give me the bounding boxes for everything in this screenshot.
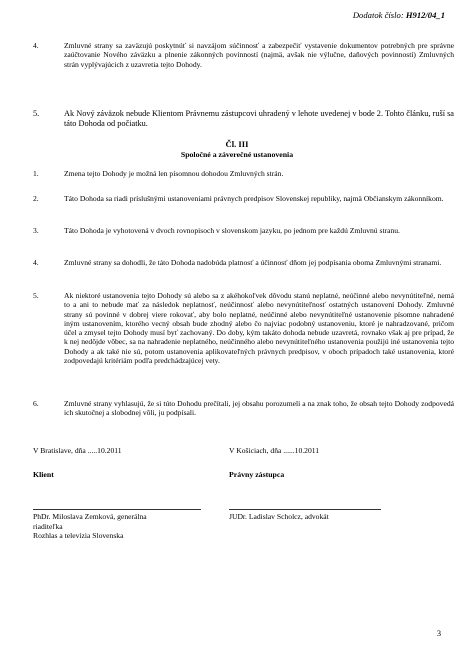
article-title: Čl. III: [225, 139, 249, 149]
clause-text: Zmluvné strany sa zaväzujú poskytnúť si navzájom súčinnosť a zabezpečiť vystavenie dokumentov potrebných pre správne zaúčtovanie Nového záväzku a plnenie zákonných povinností (najmä, avšak nie výlučne, daňových povinností) Zmluvných strán vyplývajúcich z uzavretia tejto Dohody.: [64, 41, 454, 69]
clause-number: 4.: [33, 258, 39, 267]
clause-number: 4.: [33, 41, 39, 50]
clause-text: Táto Dohoda sa riadi príslušnými ustanoveniami právnych predpisov Slovenskej republiky, najmä Občianskym zákonníkom.: [64, 194, 444, 203]
left-party-label: Klient: [33, 470, 54, 479]
document-number-value: H912/04_1: [405, 10, 445, 20]
clause-number: 2.: [33, 194, 39, 203]
document-number-header: [353, 10, 445, 20]
right-signature-line: [229, 509, 381, 510]
right-signatory: [229, 512, 329, 522]
clause-text: Ak Nový záväzok nebude Klientom Právnemu zástupcovi uhradený v lehote uvedenej v bode 2. Tohto článku, ruší sa táto Dohoda od počiatku.: [64, 109, 454, 129]
clause-text: Zmluvné strany sa dohodli, že táto Dohoda nadobúda platnosť a účinnosť dňom jej podpísania oboma Zmluvnými stranami.: [64, 258, 442, 267]
document-number-label: Dodatok číslo:: [352, 10, 404, 20]
left-signatory-line-2: riaditeľka: [33, 521, 63, 531]
clause-text: Ak niektoré ustanovenia tejto Dohody sú alebo sa z akéhokoľvek dôvodu stanú neplatné, neúčinné alebo nevynútiteľné, nemá to a ani to nebude mať za následok neplatnosť, neúčinnosť alebo nevynútiteľnosť ostatných ustanovení Dohody. Zmluvné strany sú povinné v dobrej viere rokovať, aby bolo neplatné, neúčinné alebo nevynútiteľné ustanovenie písomne nahradené iným ustanovením, ktorého vecný obsah bude zhodný alebo čo najviac podobný ustanoveniu, ktoré je nahradzované, pričom účel a zmysel tejto Dohody musí byť zachovaný. Do doby, kým takáto dohoda nebude uzavretá, rovnako však aj pre prípad, že k nej nedôjde vôbec, sa na nahradenie neplatného, neúčinného alebo nevynútiteľného ustanovenia použijú iné ustanovenia tejto Dohody a ak také nie sú, potom ustanovenia aplikovateľných právnych predpisov, v oboch prípadoch také ustanovenia, ktoré zodpovedajú kritériám podľa predchádzajúcej vety.: [64, 291, 454, 366]
clause-number: 5.: [33, 109, 40, 118]
left-signatory-line-3: Rozhlas a televízia Slovenska: [33, 531, 124, 541]
clause-text: Zmluvné strany vyhlasujú, že si túto Dohodu prečítali, jej obsahu porozumeli a na znak toho, že obsah tejto Dohody zodpovedá ich skutočnej a slobodnej vôli, ju podpísali.: [64, 399, 454, 418]
article-subtitle: Spoločné a záverečné ustanovenia: [180, 150, 294, 159]
right-party-label: Právny zástupca: [229, 470, 285, 479]
page-number: 3: [436, 629, 441, 638]
clause-number: 1.: [33, 169, 39, 178]
left-signatory-line-1: PhDr. Miloslava Zemková, generálna: [33, 512, 147, 521]
left-signature-line: [33, 509, 201, 510]
clause-number: 6.: [33, 399, 39, 408]
left-signatory: [33, 512, 147, 541]
right-place-date: V Košiciach, dňa ......10.2011: [229, 446, 320, 455]
right-signatory-line-1: JUDr. Ladislav Scholcz, advokát: [229, 512, 329, 521]
clause-number: 3.: [33, 226, 39, 235]
left-place-date: V Bratislave, dňa .....10.2011: [33, 446, 122, 455]
clause-text: Zmena tejto Dohody je možná len písomnou dohodou Zmluvných strán.: [64, 169, 284, 178]
clause-number: 5.: [33, 291, 39, 300]
clause-text: Táto Dohoda je vyhotovená v dvoch rovnopisoch v slovenskom jazyku, po jednom pre každú Zmluvnú stranu.: [64, 226, 400, 235]
